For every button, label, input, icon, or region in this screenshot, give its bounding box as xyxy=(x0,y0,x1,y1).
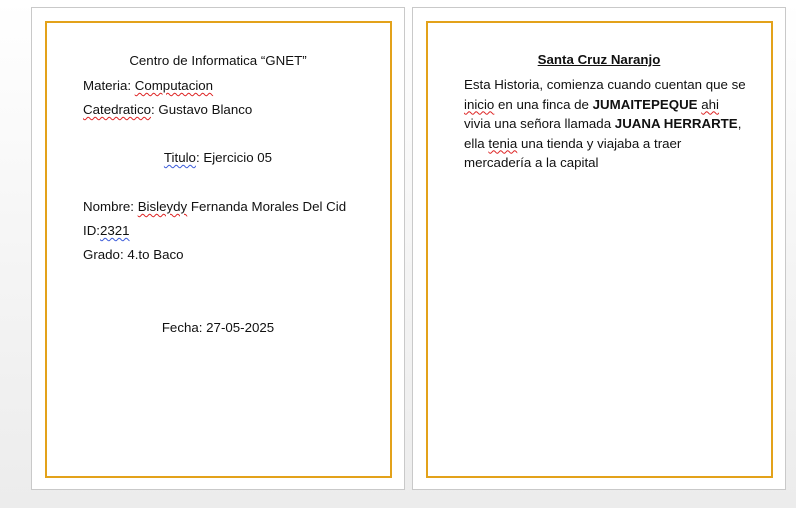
story-page xyxy=(412,7,786,490)
word-tenia: tenia xyxy=(488,135,518,151)
titulo-label: Titulo xyxy=(163,150,196,165)
word-ahi: ahi xyxy=(701,96,720,112)
center-name: Centro de Informatica “GNET” xyxy=(129,53,307,68)
nombre-line: Nombre: Bisleydy Fernanda Morales Del Cid xyxy=(83,199,347,214)
grado-line: Grado: 4.to Baco xyxy=(83,247,184,262)
person-name: JUANA HERRARTE xyxy=(614,116,738,131)
titulo-line: Titulo: Ejercicio 05 xyxy=(163,150,273,165)
materia-line: Materia: Computacion xyxy=(83,78,214,93)
word-inicio: inicio xyxy=(464,96,495,112)
id-value: 2321 xyxy=(100,223,130,238)
materia-value: Computacion xyxy=(134,78,214,93)
story-paragraph: Esta Historia, comienza cuando cuentan que se inicio en una finca de JUMAITEPEQUE ahi vivia una señora llamada JUANA HERRARTE, ella tenia una tienda y viajaba a traer mercadería a la capital xyxy=(464,77,746,170)
story-title: Santa Cruz Naranjo xyxy=(537,52,661,67)
catedratico-label: Catedratico xyxy=(83,102,151,117)
id-line: ID:2321 xyxy=(83,223,130,238)
fecha-line: Fecha: 27-05-2025 xyxy=(161,320,275,335)
place-name: JUMAITEPEQUE xyxy=(592,96,698,112)
catedratico-line: Catedratico: Gustavo Blanco xyxy=(83,102,253,117)
nombre-first: Bisleydy xyxy=(137,199,188,214)
cover-page xyxy=(31,7,405,490)
